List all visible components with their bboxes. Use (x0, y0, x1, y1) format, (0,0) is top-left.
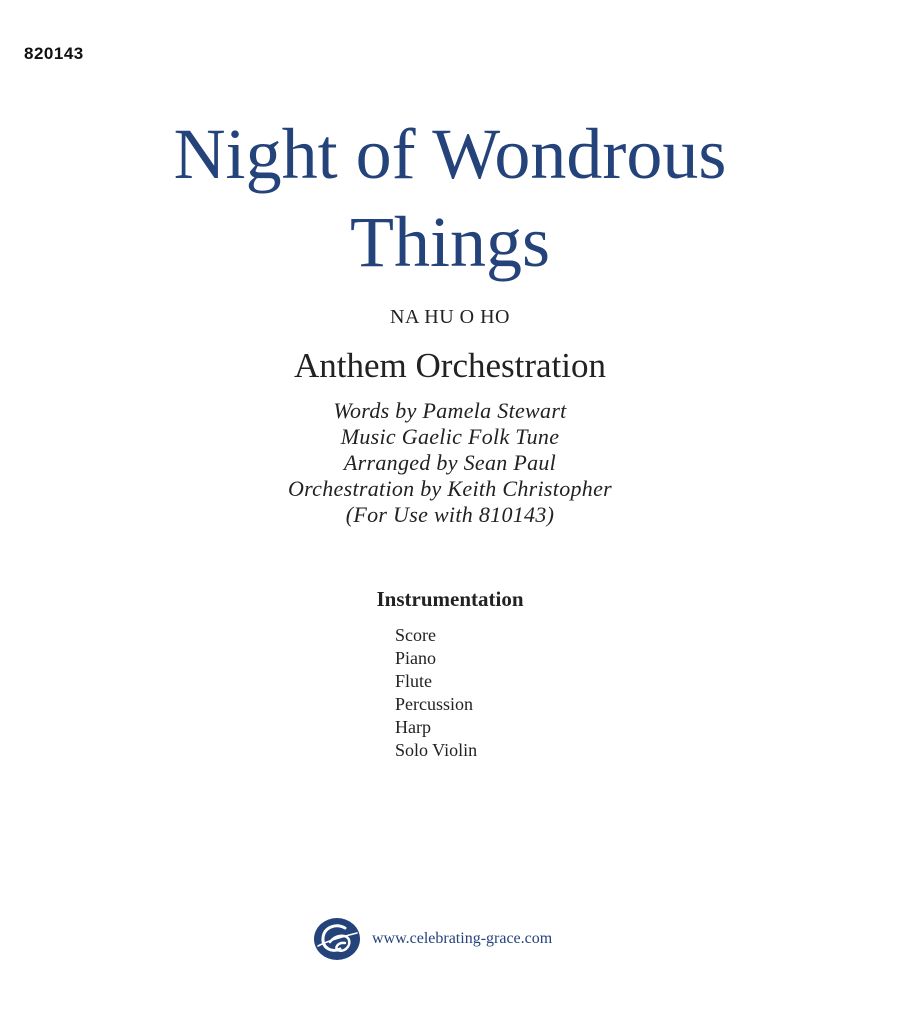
instrument-item: Score (395, 625, 436, 645)
instrument-list (395, 624, 477, 762)
credit-words: Words by Pamela Stewart (333, 398, 567, 423)
celebrating-grace-logo-icon (312, 916, 362, 962)
instrument-item: Piano (395, 648, 437, 668)
instrument-item: Flute (395, 671, 433, 691)
credit-orchestration: Orchestration by Keith Christopher (287, 476, 613, 501)
instrumentation-heading: Instrumentation (376, 587, 524, 611)
instrument-item: Harp (395, 717, 431, 737)
page-title (0, 110, 900, 286)
edition-label: Anthem Orchestration (294, 346, 606, 385)
footer (312, 915, 552, 963)
catalog-number: 820143 (24, 44, 84, 63)
credit-music: Music Gaelic Folk Tune (340, 424, 560, 449)
credits-block (0, 398, 900, 528)
title-line-1: Night of Wondrous (173, 114, 727, 194)
title-line-2: Things (349, 202, 550, 282)
credit-arranged: Arranged by Sean Paul (343, 450, 557, 475)
credit-use-with: (For Use with 810143) (345, 502, 555, 527)
subtitle: NA HU O HO (390, 306, 510, 328)
instrument-item: Percussion (395, 694, 473, 714)
website-url[interactable]: www.celebrating-grace.com (372, 930, 553, 947)
instrument-item: Solo Violin (395, 740, 478, 760)
